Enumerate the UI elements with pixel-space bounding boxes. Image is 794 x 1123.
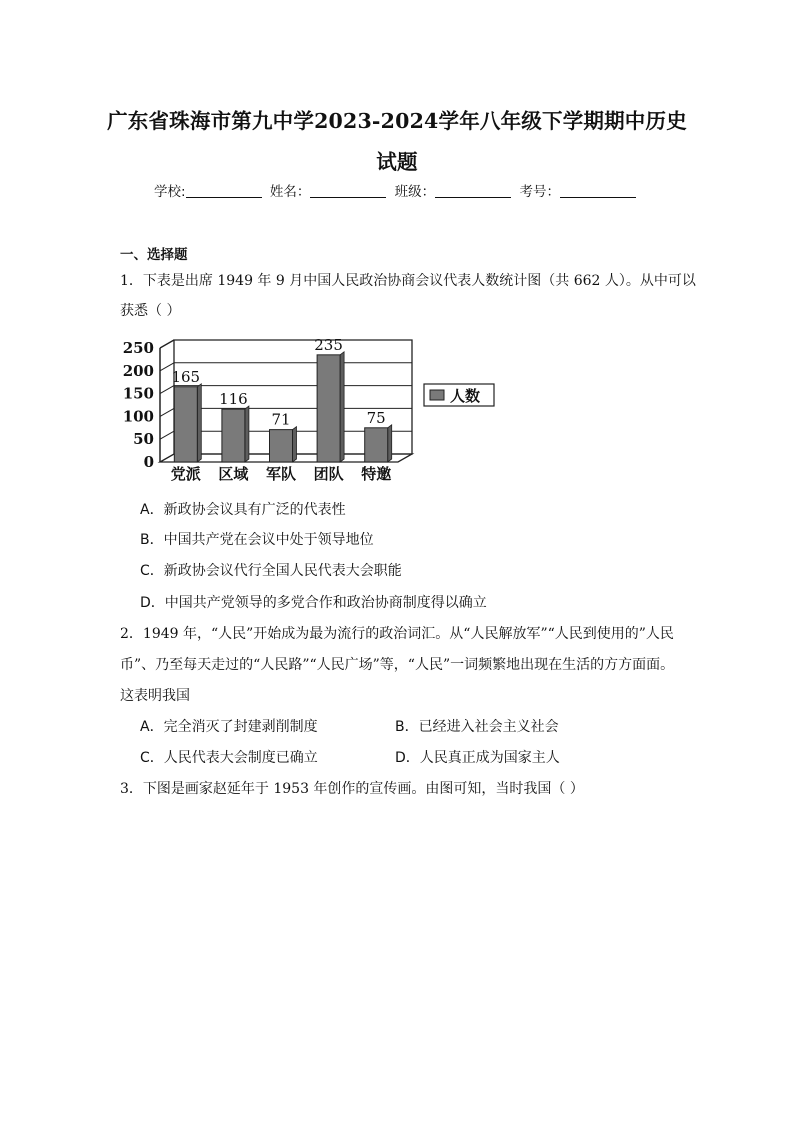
chart-gridline-depth <box>160 408 174 416</box>
delegate-bar-chart <box>118 334 498 486</box>
chart-y-tick-label: 50 <box>133 430 154 449</box>
chart-category-label: 党派 <box>170 465 201 483</box>
class-label: 班级： <box>394 184 436 200</box>
chart-gridline-depth <box>160 386 174 394</box>
page-title-line2: 试题 <box>376 150 418 174</box>
student-info-row <box>0 180 794 200</box>
chart-data-label: 116 <box>219 390 248 409</box>
chart-y-tick-label: 100 <box>122 407 154 426</box>
chart-y-tick-label: 250 <box>122 339 154 357</box>
chart-gridline-depth <box>160 431 174 439</box>
q1-stem-line2: 获悉（ ） <box>120 303 181 319</box>
chart-category-label: 团队 <box>313 465 344 483</box>
chart-category-label: 区域 <box>218 465 249 483</box>
chart-data-label: 75 <box>366 408 386 427</box>
chart-y-tick-label: 150 <box>122 384 154 403</box>
name-blank <box>310 184 386 198</box>
chart-bar-side <box>340 352 344 462</box>
exam-number-blank <box>560 184 636 198</box>
school-label: 学校: <box>154 184 186 200</box>
chart-bar-side <box>197 384 201 462</box>
q1-option-c[interactable]: C．新政协会议代行全国人民代表大会职能 <box>140 563 402 579</box>
chart-data-label: 235 <box>314 335 343 354</box>
page-title-line1: 广东省珠海市第九中学2023-2024学年八年级下学期期中历史 <box>107 109 687 133</box>
exam-number-label: 考号： <box>519 184 560 200</box>
q2-option-c[interactable]: C．人民代表大会制度已确立 <box>140 750 318 766</box>
name-label: 姓名： <box>269 184 311 200</box>
q1-option-b[interactable]: B．中国共产党在会议中处于领导地位 <box>140 532 374 548</box>
q2-stem-line3: 这表明我国 <box>120 688 190 704</box>
chart-bar <box>174 387 197 462</box>
chart-data-label: 165 <box>171 367 201 386</box>
school-blank <box>186 184 262 198</box>
chart-bar-side <box>245 406 249 462</box>
chart-gridline-depth <box>160 454 174 462</box>
chart-category-label: 军队 <box>265 465 297 483</box>
q2-stem-line2: 币”、乃至每天走过的“人民路”“人民广场”等，“人民”一词频繁地出现在生活的方方面面。 <box>120 657 675 673</box>
chart-bar <box>365 428 388 462</box>
chart-bar-side <box>293 427 297 462</box>
q3-stem-line1: 3．下图是画家赵延年于 1953 年创作的宣传画。由图可知，当时我国（ ） <box>120 781 584 797</box>
chart-bar <box>270 430 293 462</box>
chart-bar-side <box>388 425 392 462</box>
q2-stem-line1: 2．1949 年，“人民”开始成为最为流行的政治词汇。从“人民解放军”“人民到使用的”人民 <box>120 626 674 642</box>
q2-option-a[interactable]: A．完全消灭了封建剥削制度 <box>140 719 318 735</box>
chart-legend-label: 人数 <box>450 387 481 405</box>
chart-category-label: 特邀 <box>361 465 392 483</box>
chart-legend-swatch <box>430 390 444 400</box>
q1-stem-line1: 1．下表是出席 1949 年 9 月中国人民政治协商会议代表人数统计图（共 662 人）。从中可以 <box>120 273 696 289</box>
chart-bar <box>317 355 340 462</box>
section-heading: 一、选择题 <box>120 247 188 263</box>
chart-bars <box>174 352 391 462</box>
chart-y-tick-label: 200 <box>122 361 154 380</box>
q2-option-d[interactable]: D．人民真正成为国家主人 <box>395 750 560 766</box>
chart-y-tick-label: 0 <box>143 453 154 471</box>
q1-option-a[interactable]: A．新政协会议具有广泛的代表性 <box>140 502 346 518</box>
chart-bar <box>222 409 245 462</box>
class-blank <box>435 184 511 198</box>
q1-option-d[interactable]: D．中国共产党领导的多党合作和政治协商制度得以确立 <box>140 595 487 611</box>
q2-option-b[interactable]: B．已经进入社会主义社会 <box>395 719 559 735</box>
chart-gridline-depth <box>160 340 174 348</box>
chart-data-label: 71 <box>271 410 291 429</box>
chart-legend <box>424 384 494 406</box>
